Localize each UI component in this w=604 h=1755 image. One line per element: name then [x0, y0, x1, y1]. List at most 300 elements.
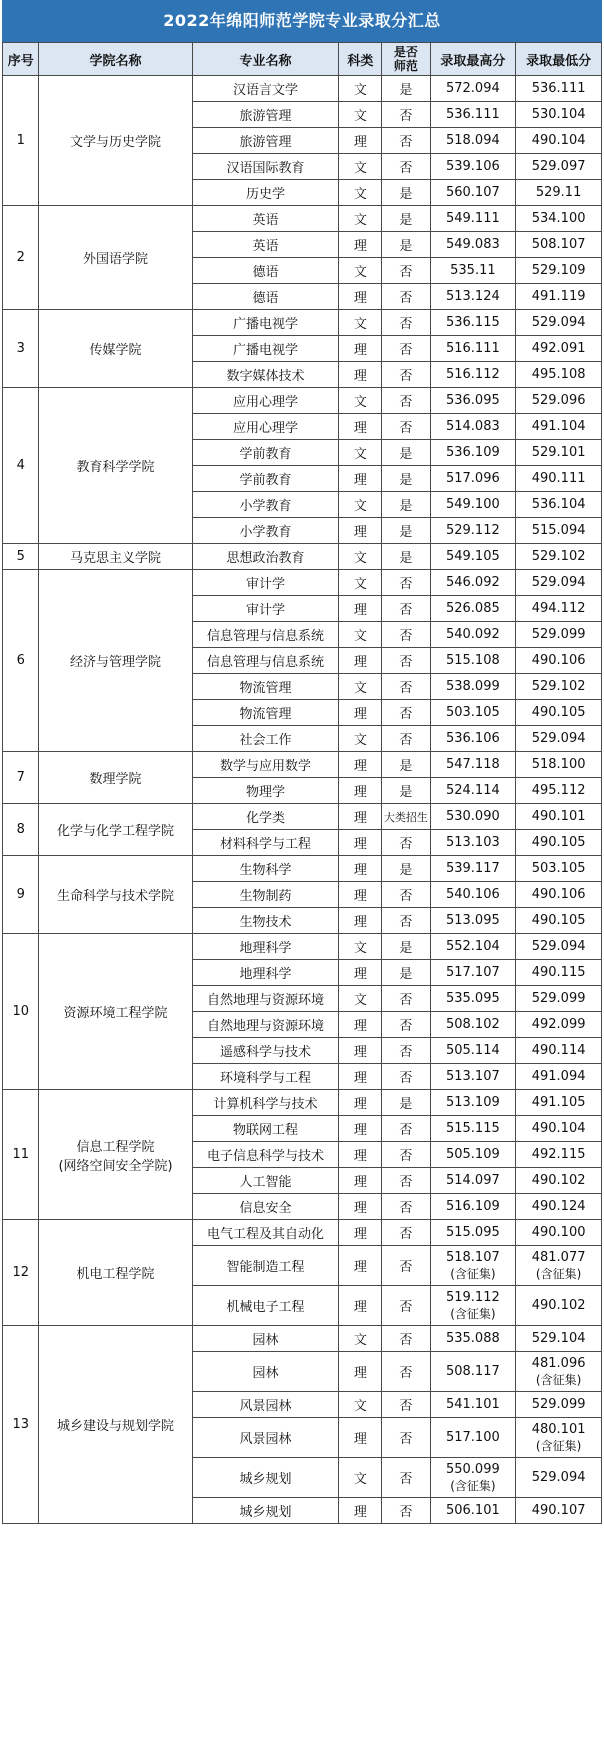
subject-type: 理 [339, 1286, 382, 1326]
min-score: 529.097 [516, 154, 602, 180]
subject-type: 理 [339, 752, 382, 778]
min-score: 491.094 [516, 1064, 602, 1090]
min-score: 490.102 [516, 1168, 602, 1194]
min-score: 508.107 [516, 232, 602, 258]
min-score: 530.104 [516, 102, 602, 128]
college-name: 外国语学院 [39, 206, 192, 310]
college-index: 8 [3, 804, 39, 856]
min-score: 492.099 [516, 1012, 602, 1038]
max-score: 539.117 [430, 856, 516, 882]
header-normal: 是否 师范 [382, 43, 430, 76]
normal-flag: 否 [382, 128, 430, 154]
major-name: 生物科学 [192, 856, 339, 882]
subject-type: 文 [339, 206, 382, 232]
subject-type: 理 [339, 804, 382, 830]
min-score-note: (含征集) [535, 1438, 582, 1453]
subject-type: 理 [339, 1220, 382, 1246]
min-score: 529.11 [516, 180, 602, 206]
subject-type: 文 [339, 934, 382, 960]
college-name-subline: (网络空间安全学院) [58, 1158, 173, 1174]
subject-type: 理 [339, 1090, 382, 1116]
min-score-value: 481.077 [531, 1249, 586, 1265]
major-name: 审计学 [192, 570, 339, 596]
max-score [430, 1458, 516, 1498]
college-index: 5 [3, 544, 39, 570]
major-name: 广播电视学 [192, 336, 339, 362]
header-max-score: 录取最高分 [430, 43, 516, 76]
college-name: 化学与化学工程学院 [39, 804, 192, 856]
major-name: 学前教育 [192, 440, 339, 466]
max-score: 518.094 [430, 128, 516, 154]
major-name: 园林 [192, 1326, 339, 1352]
subject-type: 文 [339, 1392, 382, 1418]
max-score: 514.097 [430, 1168, 516, 1194]
subject-type: 理 [339, 882, 382, 908]
max-score: 540.106 [430, 882, 516, 908]
min-score: 490.124 [516, 1194, 602, 1220]
college-index: 7 [3, 752, 39, 804]
min-score: 515.094 [516, 518, 602, 544]
normal-flag: 否 [382, 1012, 430, 1038]
subject-type: 文 [339, 310, 382, 336]
min-score: 534.100 [516, 206, 602, 232]
subject-type: 文 [339, 674, 382, 700]
header-min-score: 录取最低分 [516, 43, 602, 76]
min-score: 491.105 [516, 1090, 602, 1116]
max-score: 513.103 [430, 830, 516, 856]
max-score: 515.095 [430, 1220, 516, 1246]
major-name: 应用心理学 [192, 388, 339, 414]
college-name: 机电工程学院 [39, 1220, 192, 1326]
normal-flag: 否 [382, 700, 430, 726]
min-score: 495.108 [516, 362, 602, 388]
normal-flag: 是 [382, 466, 430, 492]
college-index: 3 [3, 310, 39, 388]
subject-type: 理 [339, 1116, 382, 1142]
college-name: 经济与管理学院 [39, 570, 192, 752]
major-name: 城乡规划 [192, 1458, 339, 1498]
subject-type: 文 [339, 388, 382, 414]
normal-flag: 否 [382, 596, 430, 622]
major-name: 生物技术 [192, 908, 339, 934]
major-name: 信息管理与信息系统 [192, 622, 339, 648]
max-score: 517.107 [430, 960, 516, 986]
max-score: 513.109 [430, 1090, 516, 1116]
max-score: 538.099 [430, 674, 516, 700]
min-score: 492.091 [516, 336, 602, 362]
major-name: 应用心理学 [192, 414, 339, 440]
min-score: 529.094 [516, 934, 602, 960]
subject-type: 文 [339, 1458, 382, 1498]
subject-type: 理 [339, 1194, 382, 1220]
max-score: 516.109 [430, 1194, 516, 1220]
normal-flag: 是 [382, 76, 430, 102]
major-name: 社会工作 [192, 726, 339, 752]
major-name: 历史学 [192, 180, 339, 206]
max-score: 546.092 [430, 570, 516, 596]
subject-type: 理 [339, 1418, 382, 1458]
subject-type: 理 [339, 414, 382, 440]
normal-flag: 否 [382, 1142, 430, 1168]
min-score [516, 1352, 602, 1392]
college-name: 文学与历史学院 [39, 76, 192, 206]
min-score [516, 1246, 602, 1286]
table-row [3, 544, 602, 570]
max-score: 505.109 [430, 1142, 516, 1168]
normal-flag: 否 [382, 1392, 430, 1418]
min-score: 490.101 [516, 804, 602, 830]
table-row [3, 206, 602, 232]
min-score: 518.100 [516, 752, 602, 778]
min-score-value: 480.101 [531, 1421, 586, 1437]
college-name: 马克思主义学院 [39, 544, 192, 570]
header-college: 学院名称 [39, 43, 192, 76]
min-score: 490.107 [516, 1498, 602, 1524]
normal-flag: 否 [382, 336, 430, 362]
max-score: 517.096 [430, 466, 516, 492]
normal-flag: 否 [382, 258, 430, 284]
table-row [3, 752, 602, 778]
min-score: 529.102 [516, 544, 602, 570]
subject-type: 理 [339, 1168, 382, 1194]
major-name: 小学教育 [192, 492, 339, 518]
subject-type: 理 [339, 596, 382, 622]
normal-flag: 是 [382, 180, 430, 206]
major-name: 物流管理 [192, 700, 339, 726]
header-type: 科类 [339, 43, 382, 76]
header-index: 序号 [3, 43, 39, 76]
min-score-note: (含征集) [535, 1372, 582, 1387]
major-name: 材料科学与工程 [192, 830, 339, 856]
normal-flag: 大类招生 [382, 804, 430, 830]
min-score: 490.104 [516, 1116, 602, 1142]
min-score: 529.096 [516, 388, 602, 414]
major-name: 自然地理与资源环境 [192, 1012, 339, 1038]
subject-type: 理 [339, 1246, 382, 1286]
major-name: 地理科学 [192, 960, 339, 986]
normal-flag: 否 [382, 1326, 430, 1352]
min-score-value: 481.096 [531, 1355, 586, 1371]
major-name: 自然地理与资源环境 [192, 986, 339, 1012]
major-name: 旅游管理 [192, 102, 339, 128]
max-score: 536.106 [430, 726, 516, 752]
college-name: 城乡建设与规划学院 [39, 1326, 192, 1524]
table-row [3, 804, 602, 830]
major-name: 城乡规划 [192, 1498, 339, 1524]
subject-type: 理 [339, 336, 382, 362]
major-name: 小学教育 [192, 518, 339, 544]
major-name: 物理学 [192, 778, 339, 804]
college-name: 传媒学院 [39, 310, 192, 388]
max-score: 535.095 [430, 986, 516, 1012]
college-index: 2 [3, 206, 39, 310]
subject-type: 文 [339, 570, 382, 596]
normal-flag: 否 [382, 1116, 430, 1142]
min-score [516, 1418, 602, 1458]
max-score-note: (含征集) [450, 1306, 496, 1321]
max-score: 541.101 [430, 1392, 516, 1418]
max-score-note: (含征集) [450, 1266, 496, 1281]
major-name: 人工智能 [192, 1168, 339, 1194]
max-score: 513.124 [430, 284, 516, 310]
min-score: 529.094 [516, 726, 602, 752]
college-name [39, 1090, 192, 1220]
normal-flag: 否 [382, 362, 430, 388]
normal-flag: 否 [382, 830, 430, 856]
min-score: 490.106 [516, 648, 602, 674]
subject-type: 理 [339, 466, 382, 492]
max-score: 530.090 [430, 804, 516, 830]
subject-type: 文 [339, 440, 382, 466]
table-row [3, 856, 602, 882]
normal-flag: 是 [382, 752, 430, 778]
subject-type: 文 [339, 622, 382, 648]
subject-type: 理 [339, 1142, 382, 1168]
subject-type: 理 [339, 518, 382, 544]
major-name: 计算机科学与技术 [192, 1090, 339, 1116]
subject-type: 文 [339, 154, 382, 180]
subject-type: 文 [339, 726, 382, 752]
min-score: 536.111 [516, 76, 602, 102]
normal-flag: 否 [382, 154, 430, 180]
normal-flag: 是 [382, 492, 430, 518]
normal-flag: 否 [382, 1064, 430, 1090]
min-score: 529.099 [516, 622, 602, 648]
major-name: 审计学 [192, 596, 339, 622]
major-name: 德语 [192, 284, 339, 310]
table-row [3, 570, 602, 596]
max-score: 552.104 [430, 934, 516, 960]
college-name-line: 信息工程学院 [76, 1139, 155, 1155]
subject-type: 文 [339, 492, 382, 518]
normal-flag: 否 [382, 908, 430, 934]
table-row [3, 1220, 602, 1246]
min-score: 490.104 [516, 128, 602, 154]
min-score: 495.112 [516, 778, 602, 804]
max-score: 514.083 [430, 414, 516, 440]
college-index: 12 [3, 1220, 39, 1326]
max-score [430, 1246, 516, 1286]
subject-type: 理 [339, 960, 382, 986]
major-name: 智能制造工程 [192, 1246, 339, 1286]
major-name: 风景园林 [192, 1418, 339, 1458]
max-score: 505.114 [430, 1038, 516, 1064]
max-score: 515.115 [430, 1116, 516, 1142]
table-row [3, 76, 602, 102]
subject-type: 文 [339, 76, 382, 102]
score-table [2, 42, 602, 1524]
normal-flag: 是 [382, 440, 430, 466]
score-summary-document [2, 0, 602, 1524]
normal-flag: 是 [382, 960, 430, 986]
major-name: 信息安全 [192, 1194, 339, 1220]
normal-flag: 是 [382, 1090, 430, 1116]
major-name: 思想政治教育 [192, 544, 339, 570]
college-index: 13 [3, 1326, 39, 1524]
subject-type: 理 [339, 778, 382, 804]
table-row [3, 1090, 602, 1116]
min-score: 503.105 [516, 856, 602, 882]
subject-type: 理 [339, 1352, 382, 1392]
min-score: 494.112 [516, 596, 602, 622]
normal-flag: 是 [382, 544, 430, 570]
max-score: 508.102 [430, 1012, 516, 1038]
max-score-value: 519.112 [445, 1289, 500, 1305]
normal-flag: 否 [382, 1286, 430, 1326]
normal-flag: 否 [382, 570, 430, 596]
page-title: 2022年绵阳师范学院专业录取分汇总 [2, 0, 602, 42]
min-score: 490.105 [516, 908, 602, 934]
max-score: 503.105 [430, 700, 516, 726]
normal-flag: 否 [382, 1418, 430, 1458]
min-score: 536.104 [516, 492, 602, 518]
table-row [3, 1326, 602, 1352]
table-row [3, 388, 602, 414]
max-score: 515.108 [430, 648, 516, 674]
major-name: 信息管理与信息系统 [192, 648, 339, 674]
subject-type: 理 [339, 1064, 382, 1090]
major-name: 电气工程及其自动化 [192, 1220, 339, 1246]
subject-type: 文 [339, 1326, 382, 1352]
major-name: 地理科学 [192, 934, 339, 960]
subject-type: 理 [339, 700, 382, 726]
max-score: 540.092 [430, 622, 516, 648]
normal-flag: 是 [382, 206, 430, 232]
min-score: 490.106 [516, 882, 602, 908]
subject-type: 理 [339, 648, 382, 674]
max-score: 536.111 [430, 102, 516, 128]
normal-flag: 否 [382, 648, 430, 674]
max-score: 549.105 [430, 544, 516, 570]
normal-flag: 否 [382, 674, 430, 700]
table-body [3, 76, 602, 1524]
normal-flag: 是 [382, 934, 430, 960]
major-name: 环境科学与工程 [192, 1064, 339, 1090]
college-name: 数理学院 [39, 752, 192, 804]
max-score [430, 1286, 516, 1326]
subject-type: 理 [339, 1012, 382, 1038]
min-score: 490.115 [516, 960, 602, 986]
min-score: 490.105 [516, 700, 602, 726]
major-name: 英语 [192, 232, 339, 258]
normal-flag: 是 [382, 232, 430, 258]
college-index: 1 [3, 76, 39, 206]
max-score: 516.111 [430, 336, 516, 362]
min-score: 529.109 [516, 258, 602, 284]
subject-type: 理 [339, 830, 382, 856]
subject-type: 文 [339, 180, 382, 206]
normal-flag: 否 [382, 1352, 430, 1392]
max-score: 506.101 [430, 1498, 516, 1524]
normal-flag: 否 [382, 1168, 430, 1194]
major-name: 生物制药 [192, 882, 339, 908]
max-score: 536.095 [430, 388, 516, 414]
min-score: 529.094 [516, 310, 602, 336]
max-score: 549.111 [430, 206, 516, 232]
min-score: 529.101 [516, 440, 602, 466]
max-score: 536.115 [430, 310, 516, 336]
max-score: 529.112 [430, 518, 516, 544]
min-score: 529.094 [516, 1458, 602, 1498]
normal-flag: 否 [382, 284, 430, 310]
major-name: 化学类 [192, 804, 339, 830]
max-score: 572.094 [430, 76, 516, 102]
normal-flag: 是 [382, 518, 430, 544]
max-score: 513.107 [430, 1064, 516, 1090]
min-score: 529.099 [516, 986, 602, 1012]
college-index: 4 [3, 388, 39, 544]
college-index: 10 [3, 934, 39, 1090]
min-score: 491.119 [516, 284, 602, 310]
major-name: 物联网工程 [192, 1116, 339, 1142]
min-score: 529.104 [516, 1326, 602, 1352]
normal-flag: 否 [382, 1038, 430, 1064]
major-name: 遥感科学与技术 [192, 1038, 339, 1064]
major-name: 机械电子工程 [192, 1286, 339, 1326]
table-row [3, 310, 602, 336]
max-score: 535.11 [430, 258, 516, 284]
max-score: 549.083 [430, 232, 516, 258]
subject-type: 理 [339, 908, 382, 934]
normal-flag: 否 [382, 1246, 430, 1286]
min-score: 490.100 [516, 1220, 602, 1246]
max-score: 547.118 [430, 752, 516, 778]
normal-flag: 否 [382, 882, 430, 908]
major-name: 电子信息科学与技术 [192, 1142, 339, 1168]
min-score: 529.099 [516, 1392, 602, 1418]
major-name: 数学与应用数学 [192, 752, 339, 778]
max-score: 516.112 [430, 362, 516, 388]
min-score: 490.102 [516, 1286, 602, 1326]
major-name: 风景园林 [192, 1392, 339, 1418]
min-score-note: (含征集) [535, 1266, 582, 1281]
subject-type: 文 [339, 102, 382, 128]
header-major: 专业名称 [192, 43, 339, 76]
header-row [3, 43, 602, 76]
min-score: 491.104 [516, 414, 602, 440]
major-name: 数字媒体技术 [192, 362, 339, 388]
min-score: 529.094 [516, 570, 602, 596]
max-score: 549.100 [430, 492, 516, 518]
max-score: 535.088 [430, 1326, 516, 1352]
table-row [3, 934, 602, 960]
min-score: 490.105 [516, 830, 602, 856]
college-name: 教育科学学院 [39, 388, 192, 544]
min-score: 529.102 [516, 674, 602, 700]
college-name: 资源环境工程学院 [39, 934, 192, 1090]
subject-type: 理 [339, 284, 382, 310]
max-score: 560.107 [430, 180, 516, 206]
max-score-value: 518.107 [445, 1249, 500, 1265]
normal-flag: 否 [382, 1194, 430, 1220]
normal-flag: 否 [382, 1498, 430, 1524]
college-index: 9 [3, 856, 39, 934]
major-name: 物流管理 [192, 674, 339, 700]
max-score: 517.100 [430, 1418, 516, 1458]
max-score: 513.095 [430, 908, 516, 934]
normal-flag: 否 [382, 414, 430, 440]
subject-type: 理 [339, 1038, 382, 1064]
major-name: 园林 [192, 1352, 339, 1392]
subject-type: 理 [339, 128, 382, 154]
normal-flag: 否 [382, 388, 430, 414]
max-score-value: 550.099 [445, 1461, 500, 1477]
max-score: 524.114 [430, 778, 516, 804]
subject-type: 文 [339, 986, 382, 1012]
subject-type: 文 [339, 258, 382, 284]
max-score: 508.117 [430, 1352, 516, 1392]
subject-type: 文 [339, 544, 382, 570]
